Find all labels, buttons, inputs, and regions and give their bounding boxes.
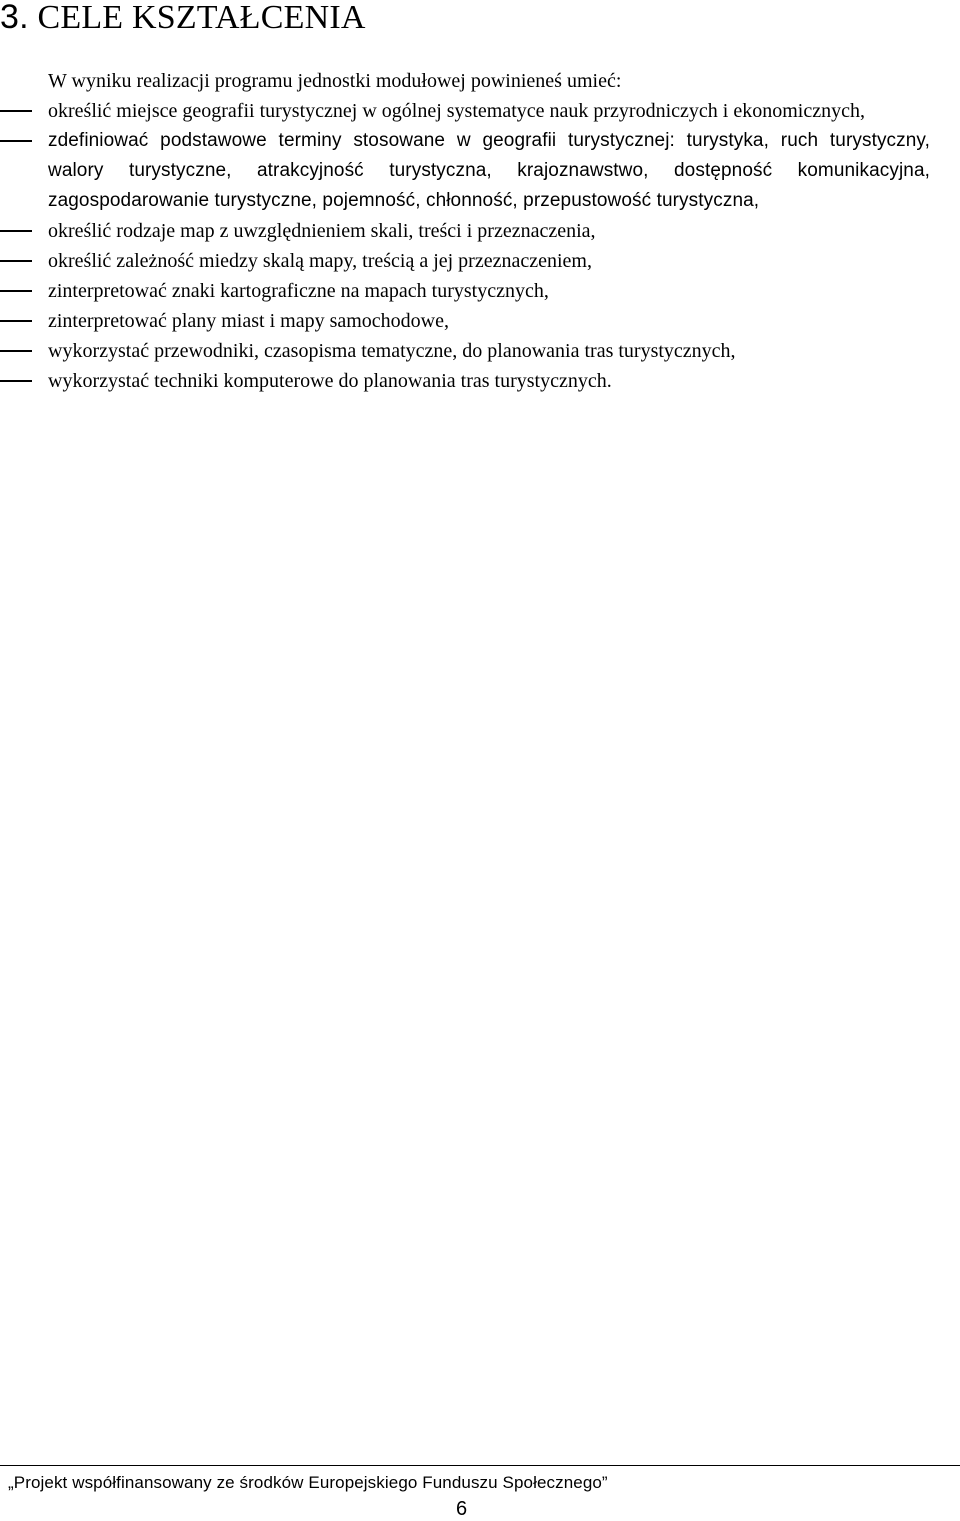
list-item bbox=[0, 366, 960, 396]
list-item bbox=[0, 216, 960, 246]
intro-text: W wyniku realizacji programu jednostki modułowej powinieneś umieć: bbox=[48, 70, 622, 92]
list-item-text: wykorzystać techniki komputerowe do planowania tras turystycznych. bbox=[48, 370, 612, 392]
footer-funding-note: „Projekt współfinansowany ze środków Europejskiego Funduszu Społecznego” bbox=[8, 1473, 608, 1492]
dash-bullet bbox=[0, 290, 32, 292]
list-item-text: określić rodzaje map z uwzględnieniem skali, treści i przeznaczenia, bbox=[48, 220, 596, 242]
dash-bullet bbox=[0, 110, 32, 112]
section-heading bbox=[0, 0, 366, 35]
footer-divider bbox=[0, 1465, 960, 1466]
dash-bullet bbox=[0, 140, 32, 142]
dash-bullet bbox=[0, 260, 32, 262]
list-item-text: zdefiniować podstawowe terminy stosowane w geografii turystycznej: turystyka, ruch turystyczny, walory turystyczne, atrakcyjność turystyczna, krajoznawstwo, dostępność komunikacyjna, zagospodarowanie turystyczne, pojemność, chłonność, przepustowość turystyczna, bbox=[48, 130, 930, 211]
objectives-list bbox=[0, 96, 960, 396]
list-item bbox=[0, 96, 960, 126]
list-item-text: zinterpretować plany miast i mapy samochodowe, bbox=[48, 310, 449, 332]
list-item bbox=[0, 246, 960, 276]
page-number: 6 bbox=[456, 1498, 468, 1520]
list-item-text: określić miejsce geografii turystycznej w ogólnej systematyce nauk przyrodniczych i ekonomicznych, bbox=[48, 100, 865, 122]
list-item bbox=[0, 336, 960, 366]
dash-bullet bbox=[0, 230, 32, 232]
section-title: CELE KSZTAŁCENIA bbox=[37, 0, 366, 36]
dash-bullet bbox=[0, 380, 32, 382]
list-item-text: zinterpretować znaki kartograficzne na mapach turystycznych, bbox=[48, 280, 549, 302]
list-item-text: wykorzystać przewodniki, czasopisma tematyczne, do planowania tras turystycznych, bbox=[48, 340, 736, 362]
list-item-text: określić zależność miedzy skalą mapy, treścią a jej przeznaczeniem, bbox=[48, 250, 592, 272]
dash-bullet bbox=[0, 320, 32, 322]
list-item bbox=[0, 126, 960, 216]
section-number: 3. bbox=[0, 0, 29, 36]
dash-bullet bbox=[0, 350, 32, 352]
list-item bbox=[0, 276, 960, 306]
list-item bbox=[0, 306, 960, 336]
